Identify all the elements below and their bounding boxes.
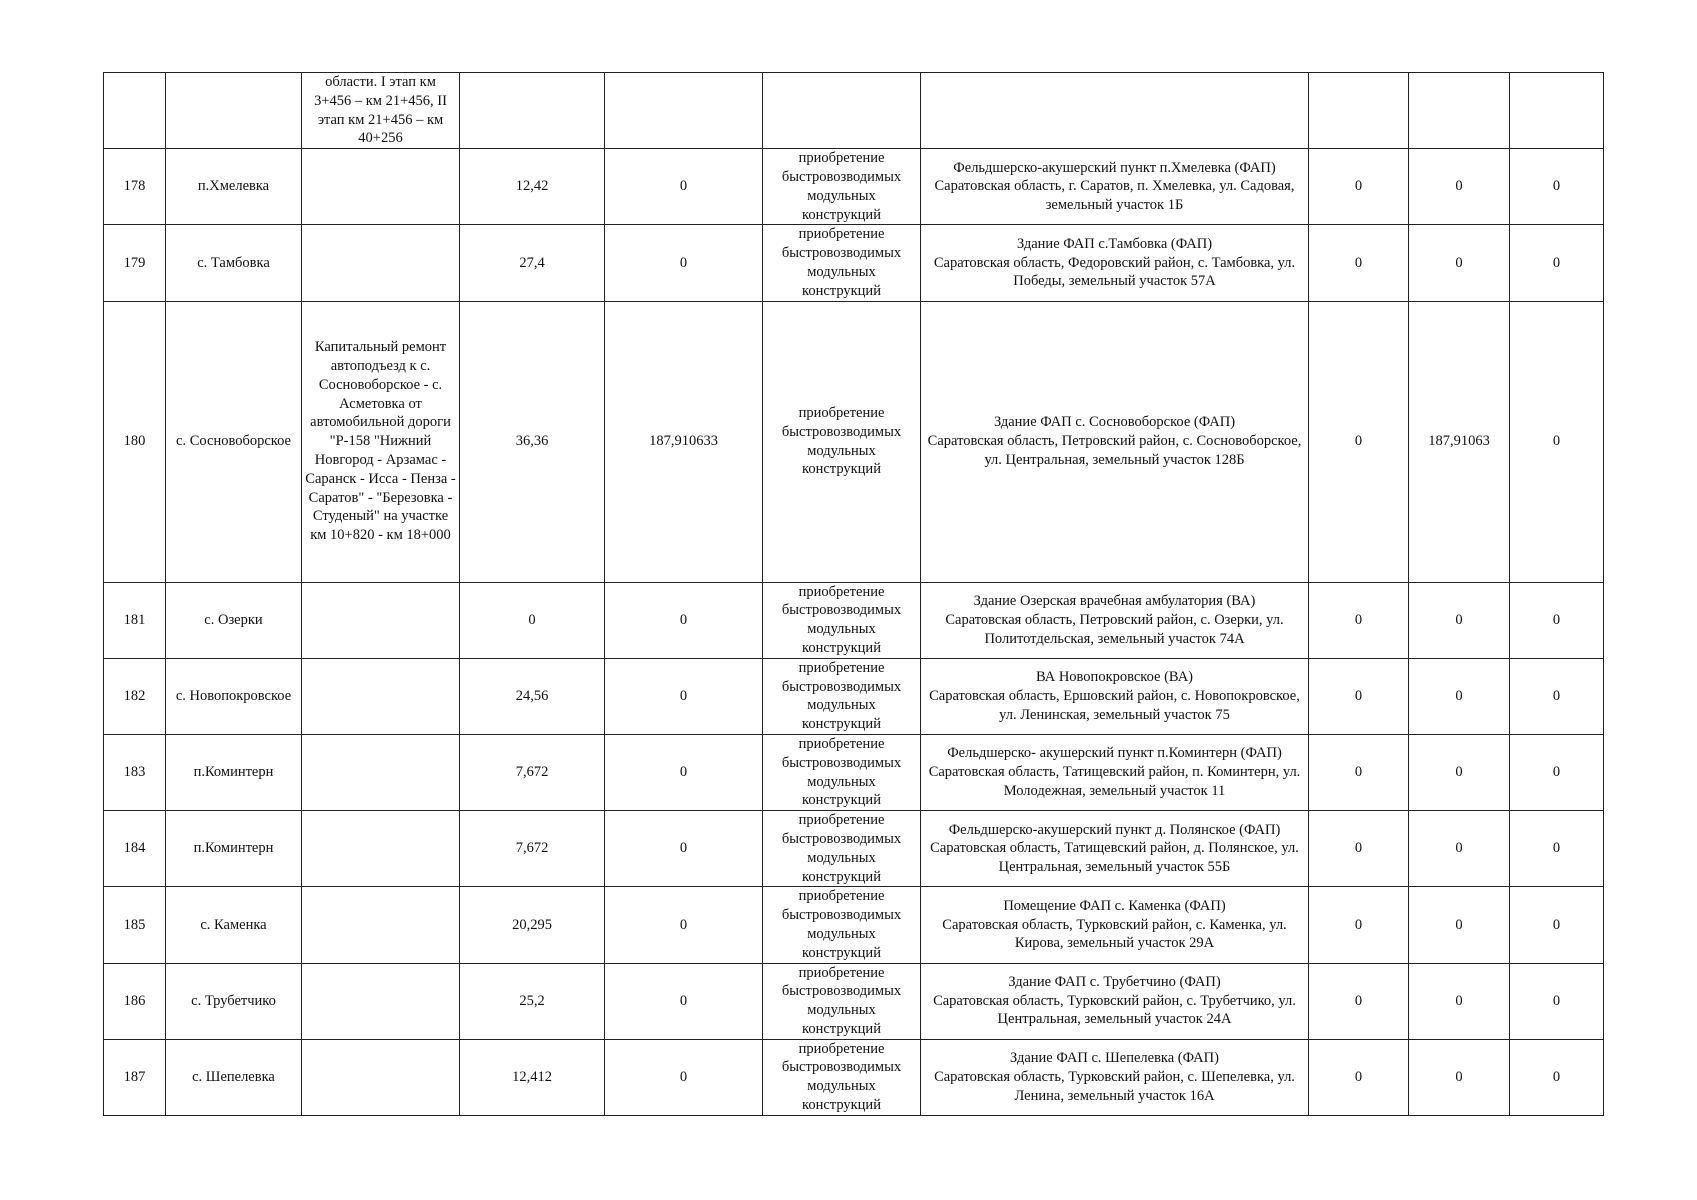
- action-cell: приобретение быстровозводимых модульных конструкций: [763, 887, 921, 963]
- action-cell: приобретение быстровозводимых модульных конструкций: [763, 1039, 921, 1115]
- facility-address: Саратовская область, Ершовский район, с. Новопокровское, ул. Ленинская, земельный участок 75: [929, 687, 1300, 723]
- facility-address: Саратовская область, Турковский район, с. Трубетчико, ул. Центральная, земельный участок 24А: [933, 992, 1296, 1028]
- value-cell: 0: [1510, 149, 1604, 225]
- value-cell: 27,4: [460, 225, 605, 301]
- value-cell: 0: [1409, 963, 1510, 1039]
- facility-address-cell: [921, 811, 1309, 887]
- facility-address: Саратовская область, Петровский район, с. Озерки, ул. Политотдельская, земельный участок 74А: [945, 611, 1284, 647]
- facility-address-cell: [921, 658, 1309, 734]
- road-cell: области. I этап км 3+456 – км 21+456, II этап км 21+456 – км 40+256: [302, 73, 460, 149]
- value-cell: [1409, 73, 1510, 149]
- value-cell: 0: [605, 582, 763, 658]
- facility-name: Помещение ФАП с. Каменка (ФАП): [1003, 897, 1226, 914]
- row-number: 180: [104, 301, 166, 582]
- table-row: [104, 301, 1604, 582]
- settlement-cell: [166, 73, 302, 149]
- settlement-cell: с. Тамбовка: [166, 225, 302, 301]
- action-cell: приобретение быстровозводимых модульных конструкций: [763, 658, 921, 734]
- value-cell: 0: [1409, 149, 1510, 225]
- settlement-cell: с. Сосновоборское: [166, 301, 302, 582]
- action-cell: [763, 73, 921, 149]
- value-cell: 187,91063: [1409, 301, 1510, 582]
- facility-address: Саратовская область, Турковский район, с. Шепелевка, ул. Ленина, земельный участок 16А: [934, 1068, 1295, 1104]
- value-cell: 0: [1510, 963, 1604, 1039]
- facility-name: Фельдшерско-акушерский пункт д. Полянское (ФАП): [948, 821, 1281, 838]
- table-row: [104, 887, 1604, 963]
- value-cell: 36,36: [460, 301, 605, 582]
- value-cell: 0: [1309, 301, 1409, 582]
- facility-name: Фельдшерско- акушерский пункт п.Коминтерн (ФАП): [947, 745, 1282, 762]
- value-cell: 0: [460, 582, 605, 658]
- value-cell: 0: [1510, 887, 1604, 963]
- facility-address-cell: [921, 734, 1309, 810]
- value-cell: 0: [605, 887, 763, 963]
- facility-name: Здание ФАП с.Тамбовка (ФАП): [1016, 235, 1213, 252]
- value-cell: 0: [1510, 582, 1604, 658]
- facility-name: ВА Новопокровское (ВА): [1035, 669, 1193, 686]
- road-cell: [302, 225, 460, 301]
- value-cell: 0: [1510, 734, 1604, 810]
- value-cell: 0: [605, 658, 763, 734]
- road-cell: [302, 1039, 460, 1115]
- value-cell: 0: [1309, 734, 1409, 810]
- facility-address-cell: [921, 1039, 1309, 1115]
- action-cell: приобретение быстровозводимых модульных конструкций: [763, 734, 921, 810]
- row-number: 187: [104, 1039, 166, 1115]
- value-cell: 0: [1409, 734, 1510, 810]
- value-cell: 0: [1309, 811, 1409, 887]
- value-cell: [1309, 73, 1409, 149]
- settlement-cell: с. Озерки: [166, 582, 302, 658]
- value-cell: 0: [1510, 1039, 1604, 1115]
- settlement-cell: п.Хмелевка: [166, 149, 302, 225]
- row-number: [104, 73, 166, 149]
- table-row: [104, 811, 1604, 887]
- value-cell: [1510, 73, 1604, 149]
- road-cell: [302, 963, 460, 1039]
- settlement-cell: с. Новопокровское: [166, 658, 302, 734]
- value-cell: 0: [1309, 225, 1409, 301]
- road-cell: [302, 658, 460, 734]
- value-cell: 0: [1510, 225, 1604, 301]
- facility-address-cell: [921, 582, 1309, 658]
- facility-address-cell: [921, 149, 1309, 225]
- value-cell: 0: [605, 225, 763, 301]
- value-cell: 0: [1409, 658, 1510, 734]
- facility-address-cell: [921, 887, 1309, 963]
- value-cell: [605, 73, 763, 149]
- table-row: [104, 73, 1604, 149]
- value-cell: 0: [605, 149, 763, 225]
- table-row: [104, 963, 1604, 1039]
- action-cell: приобретение быстровозводимых модульных конструкций: [763, 963, 921, 1039]
- facility-name: Здание Озерская врачебная амбулатория (ВА): [973, 592, 1256, 609]
- road-cell: [302, 887, 460, 963]
- settlement-cell: п.Коминтерн: [166, 734, 302, 810]
- row-number: 184: [104, 811, 166, 887]
- road-cell: Капитальный ремонт автоподъезд к с. Сосновоборское - с. Асметовка от автомобильной дороги "Р-158 "Нижний Новгород - Арзамас - Саранск - Исса - Пенза - Саратов" - "Березовка - Студеный" на участке км 10+820 - км 18+000: [302, 301, 460, 582]
- action-cell: приобретение быстровозводимых модульных конструкций: [763, 149, 921, 225]
- value-cell: 0: [605, 734, 763, 810]
- value-cell: 12,42: [460, 149, 605, 225]
- facility-name: Здание ФАП с. Трубетчино (ФАП): [1008, 973, 1221, 990]
- value-cell: 24,56: [460, 658, 605, 734]
- value-cell: 7,672: [460, 734, 605, 810]
- table-body: [104, 73, 1604, 1116]
- value-cell: 7,672: [460, 811, 605, 887]
- value-cell: 0: [1409, 887, 1510, 963]
- value-cell: 0: [1510, 811, 1604, 887]
- value-cell: 0: [1309, 658, 1409, 734]
- facility-address: Саратовская область, Петровский район, с. Сосновоборское, ул. Центральная, земельный участок 128Б: [927, 433, 1302, 468]
- road-cell: [302, 811, 460, 887]
- settlement-cell: с. Шепелевка: [166, 1039, 302, 1115]
- value-cell: 0: [605, 963, 763, 1039]
- action-cell: приобретение быстровозводимых модульных конструкций: [763, 811, 921, 887]
- value-cell: 0: [1309, 1039, 1409, 1115]
- value-cell: 0: [1309, 582, 1409, 658]
- value-cell: 187,910633: [605, 301, 763, 582]
- value-cell: [460, 73, 605, 149]
- value-cell: 0: [605, 811, 763, 887]
- action-cell: приобретение быстровозводимых модульных конструкций: [763, 301, 921, 582]
- road-cell: [302, 149, 460, 225]
- value-cell: 0: [1409, 582, 1510, 658]
- table-row: [104, 225, 1604, 301]
- action-cell: приобретение быстровозводимых модульных конструкций: [763, 582, 921, 658]
- value-cell: 0: [1309, 149, 1409, 225]
- row-number: 185: [104, 887, 166, 963]
- settlement-cell: с. Трубетчико: [166, 963, 302, 1039]
- value-cell: 12,412: [460, 1039, 605, 1115]
- table-row: [104, 149, 1604, 225]
- facility-name: Здание ФАП с. Сосновоборское (ФАП): [993, 414, 1236, 431]
- row-number: 178: [104, 149, 166, 225]
- facility-address: Саратовская область, Федоровский район, с. Тамбовка, ул. Победы, земельный участок 57А: [933, 254, 1296, 290]
- facility-address-cell: [921, 963, 1309, 1039]
- value-cell: 0: [1309, 887, 1409, 963]
- facility-address: Саратовская область, Татищевский район, п. Коминтерн, ул. Молодежная, земельный участок 11: [928, 764, 1301, 799]
- facility-address-cell: [921, 225, 1309, 301]
- row-number: 186: [104, 963, 166, 1039]
- facility-address: Саратовская область, Турковский район, с. Каменка, ул. Кирова, земельный участок 29А: [942, 916, 1287, 952]
- row-number: 181: [104, 582, 166, 658]
- table-row: [104, 582, 1604, 658]
- facility-address: Саратовская область, Татищевский район, д. Полянское, ул. Центральная, земельный участок 55Б: [930, 840, 1299, 876]
- value-cell: 0: [1409, 225, 1510, 301]
- value-cell: 20,295: [460, 887, 605, 963]
- value-cell: 0: [605, 1039, 763, 1115]
- value-cell: 0: [1309, 963, 1409, 1039]
- settlement-cell: п.Коминтерн: [166, 811, 302, 887]
- table-row: [104, 734, 1604, 810]
- table-row: [104, 658, 1604, 734]
- facility-address: Саратовская область, г. Саратов, п. Хмелевка, ул. Садовая, земельный участок 1Б: [934, 178, 1295, 214]
- settlement-cell: с. Каменка: [166, 887, 302, 963]
- value-cell: 0: [1510, 658, 1604, 734]
- value-cell: 25,2: [460, 963, 605, 1039]
- row-number: 182: [104, 658, 166, 734]
- road-cell: [302, 734, 460, 810]
- data-table: [103, 72, 1604, 1116]
- facility-name: Здание ФАП с. Шепелевка (ФАП): [1010, 1050, 1219, 1067]
- row-number: 183: [104, 734, 166, 810]
- table-row: [104, 1039, 1604, 1115]
- value-cell: 0: [1510, 301, 1604, 582]
- action-cell: приобретение быстровозводимых модульных конструкций: [763, 225, 921, 301]
- row-number: 179: [104, 225, 166, 301]
- facility-address-cell: [921, 73, 1309, 149]
- road-cell: [302, 582, 460, 658]
- value-cell: 0: [1409, 1039, 1510, 1115]
- facility-address-cell: [921, 301, 1309, 582]
- value-cell: 0: [1409, 811, 1510, 887]
- facility-name: Фельдшерско-акушерский пункт п.Хмелевка (ФАП): [953, 159, 1276, 176]
